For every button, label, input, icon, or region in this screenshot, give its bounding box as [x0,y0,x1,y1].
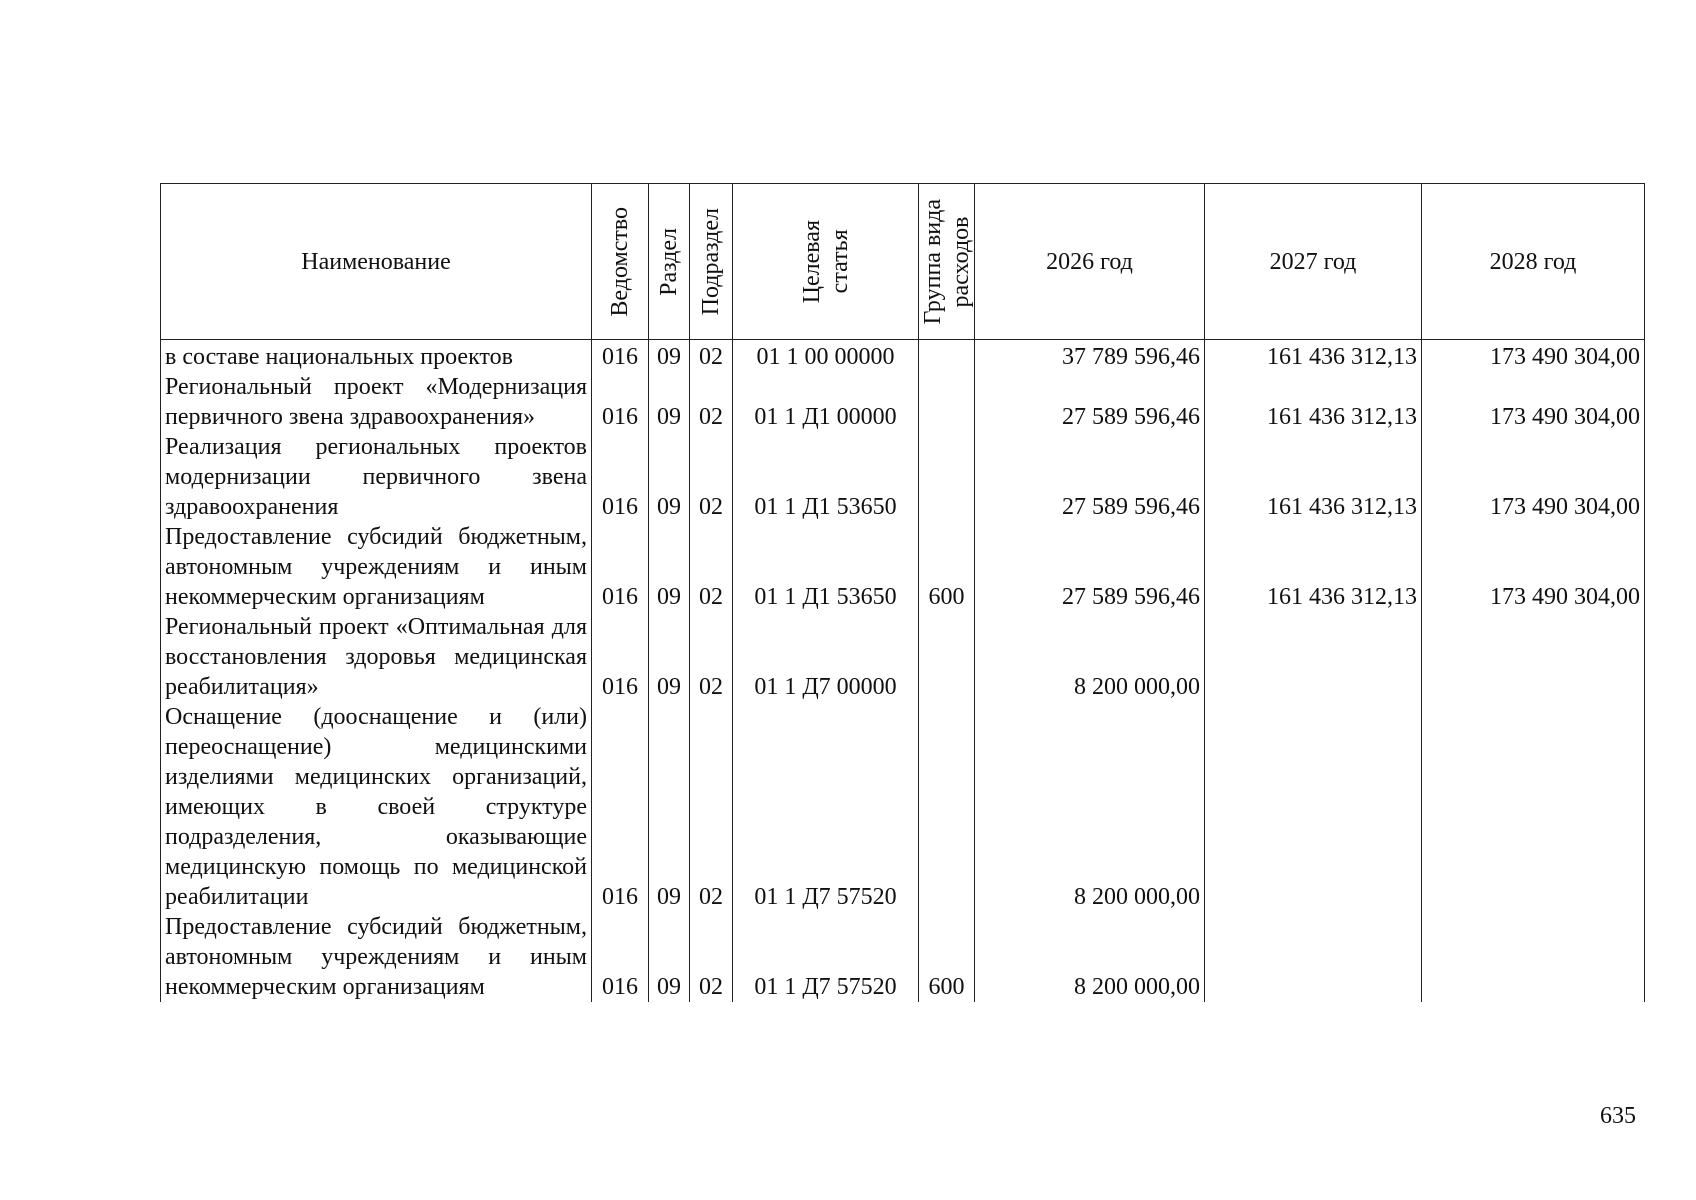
row-amount-2026: 37 789 596,46 [975,340,1205,373]
table-row [161,432,1645,522]
row-amount-2028: 173 490 304,00 [1422,522,1645,612]
row-amount-2028 [1422,702,1645,912]
header-row [161,184,1645,340]
page-number: 635 [1600,1103,1636,1129]
row-expense-group [919,432,975,522]
header-section: Раздел [649,184,690,340]
row-name: Оснащение (дооснащение и (или) переоснащение) медицинскими изделиями медицинских организаций, имеющих в своей структуре подразделения, оказывающие медицинскую помощь по медицинской реабилитации [161,702,592,912]
header-name: Наименование [161,184,592,340]
row-department: 016 [592,372,649,432]
row-expense-group: 600 [919,912,975,1002]
row-department: 016 [592,432,649,522]
row-expense-group [919,372,975,432]
row-department: 016 [592,522,649,612]
row-amount-2027 [1205,612,1422,702]
budget-sheet [160,183,1644,1002]
row-target-item: 01 1 00 00000 [733,340,919,373]
row-department: 016 [592,340,649,373]
header-expense-group: Группа вида расходов [919,184,975,340]
row-subsection: 02 [690,372,733,432]
row-amount-2027: 161 436 312,13 [1205,340,1422,373]
budget-table [160,183,1645,1002]
row-amount-2027: 161 436 312,13 [1205,522,1422,612]
table-row [161,612,1645,702]
row-section: 09 [649,612,690,702]
row-name: Предоставление субсидий бюджетным, автономным учреждениям и иным некоммерческим организациям [161,912,592,1002]
row-subsection: 02 [690,912,733,1002]
row-amount-2026: 8 200 000,00 [975,912,1205,1002]
row-amount-2028 [1422,912,1645,1002]
row-subsection: 02 [690,340,733,373]
row-subsection: 02 [690,522,733,612]
header-target-item: Целевая статья [733,184,919,340]
row-amount-2028: 173 490 304,00 [1422,372,1645,432]
row-name: Региональный проект «Модернизация первичного звена здравоохранения» [161,372,592,432]
row-expense-group: 600 [919,522,975,612]
row-amount-2026: 8 200 000,00 [975,702,1205,912]
header-subsection: Подраздел [690,184,733,340]
row-subsection: 02 [690,432,733,522]
row-name: Предоставление субсидий бюджетным, автономным учреждениям и иным некоммерческим организациям [161,522,592,612]
row-section: 09 [649,702,690,912]
table-row [161,912,1645,1002]
row-target-item: 01 1 Д7 00000 [733,612,919,702]
row-section: 09 [649,340,690,373]
row-target-item: 01 1 Д1 00000 [733,372,919,432]
row-amount-2026: 27 589 596,46 [975,522,1205,612]
row-amount-2028: 173 490 304,00 [1422,340,1645,373]
table-row [161,340,1645,373]
row-subsection: 02 [690,612,733,702]
row-target-item: 01 1 Д1 53650 [733,522,919,612]
row-amount-2027: 161 436 312,13 [1205,432,1422,522]
row-expense-group [919,340,975,373]
row-expense-group [919,702,975,912]
header-year-2028: 2028 год [1422,184,1645,340]
table-row [161,522,1645,612]
row-department: 016 [592,612,649,702]
header-department: Ведомство [592,184,649,340]
header-year-2027: 2027 год [1205,184,1422,340]
row-target-item: 01 1 Д7 57520 [733,912,919,1002]
row-amount-2026: 8 200 000,00 [975,612,1205,702]
row-name: Реализация региональных проектов модернизации первичного звена здравоохранения [161,432,592,522]
row-name: Региональный проект «Оптимальная для восстановления здоровья медицинская реабилитация» [161,612,592,702]
row-department: 016 [592,702,649,912]
row-section: 09 [649,432,690,522]
row-amount-2026: 27 589 596,46 [975,432,1205,522]
row-department: 016 [592,912,649,1002]
row-name: в составе национальных проектов [161,340,592,373]
row-section: 09 [649,372,690,432]
header-year-2026: 2026 год [975,184,1205,340]
row-amount-2028: 173 490 304,00 [1422,432,1645,522]
row-amount-2027: 161 436 312,13 [1205,372,1422,432]
row-section: 09 [649,522,690,612]
row-amount-2026: 27 589 596,46 [975,372,1205,432]
table-row [161,372,1645,432]
row-amount-2027 [1205,912,1422,1002]
row-target-item: 01 1 Д7 57520 [733,702,919,912]
table-row [161,702,1645,912]
row-expense-group [919,612,975,702]
row-amount-2028 [1422,612,1645,702]
row-amount-2027 [1205,702,1422,912]
row-target-item: 01 1 Д1 53650 [733,432,919,522]
row-section: 09 [649,912,690,1002]
row-subsection: 02 [690,702,733,912]
